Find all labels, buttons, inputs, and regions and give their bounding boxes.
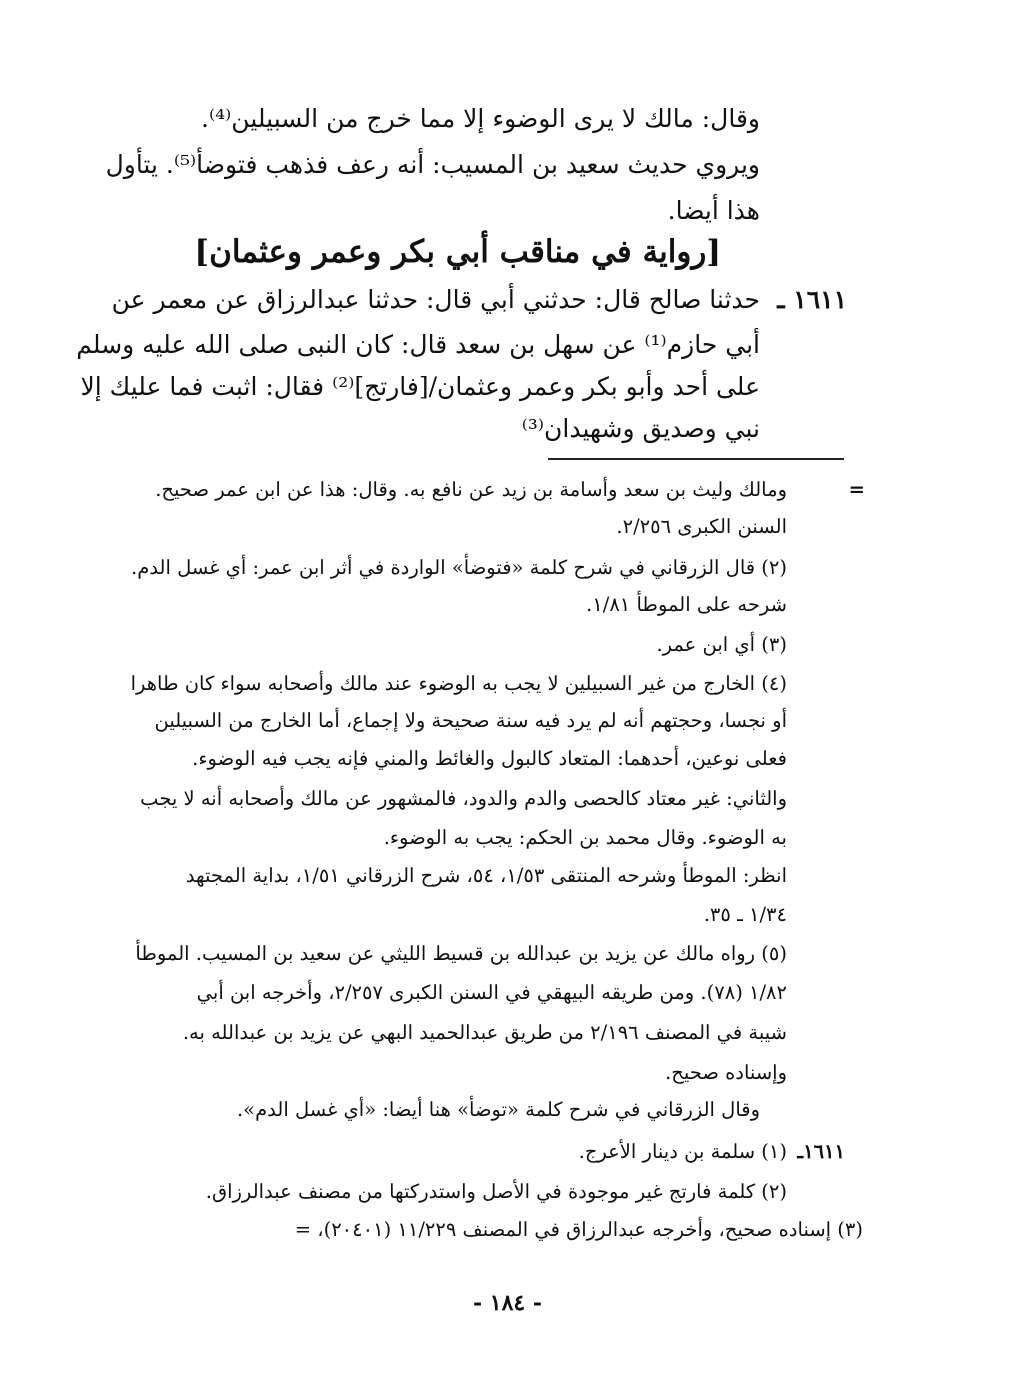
main-text-line: نبي وصديق وشهيدان⁽³⁾	[521, 414, 760, 443]
footnote-hadith-number: ١٦١١ـ	[797, 1140, 845, 1163]
footnote-line: (١) سلمة بن دينار الأعرج.	[578, 1140, 787, 1163]
footnote-line: ١/٣٤ ـ ٣٥.	[703, 903, 787, 926]
footnote-line: (٥) رواه مالك عن يزيد بن عبدالله بن قسيط الليثي عن سعيد بن المسيب. الموطأ	[135, 942, 787, 965]
footnote-line: وإسناده صحيح.	[665, 1061, 787, 1084]
main-text-line: ويروي حديث سعيد بن المسيب: أنه رعف فذهب فتوضأ⁽⁵⁾. يتأول	[105, 150, 760, 179]
footnote-line: ١/٨٢ (٧٨). ومن طريقه البيهقي في السنن الكبرى ٢/٢٥٧، وأخرجه ابن أبي	[196, 981, 787, 1004]
footnote-line: السنن الكبرى ٢/٢٥٦.	[616, 515, 787, 538]
footnote-line: شيبة في المصنف ٢/١٩٦ من طريق عبدالحميد البهي عن يزيد بن عبدالله به.	[182, 1021, 787, 1044]
footnote-line: (٤) الخارج من غير السبيلين لا يجب به الوضوء عند مالك وأصحابه سواء كان طاهرا	[130, 672, 787, 695]
continuation-marker: =	[848, 478, 865, 501]
footnote-line: (٢) قال الزرقاني في شرح كلمة «فتوضأ» الواردة في أثر ابن عمر: أي غسل الدم.	[131, 556, 787, 579]
footnote-line: شرحه على الموطأ ١/٨١.	[586, 593, 787, 616]
hadith-number: ١٦١١ ـ	[777, 285, 847, 314]
footnote-line: فعلى نوعين، أحدهما: المتعاد كالبول والغائط والمني فإنه يجب فيه الوضوء.	[192, 747, 787, 770]
main-text-line: حدثنا صالح قال: حدثني أبي قال: حدثنا عبدالرزاق عن معمر عن	[111, 285, 760, 314]
footnote-line: والثاني: غير معتاد كالحصى والدم والدود، فالمشهور عن مالك وأصحابه أنه لا يجب	[140, 787, 787, 810]
footnote-line: أو نجسا، وحجتهم أنه لم يرد فيه سنة صحيحة ولا إجماع، أما الخارج من السبيلين	[154, 709, 787, 732]
footnote-line: (٣) إسناده صحيح، وأخرجه عبدالرزاق في المصنف ١١/٢٢٩ (٢٠٤٠١)، =	[294, 1218, 863, 1241]
page-number: - ١٨٤ -	[472, 1290, 543, 1316]
footnote-line: انظر: الموطأ وشرحه المنتقى ١/٥٣، ٥٤، شرح الزرقاني ١/٥١، بداية المجتهد	[185, 864, 787, 887]
footnote-line: ومالك وليث بن سعد وأسامة بن زيد عن نافع به. وقال: هذا عن ابن عمر صحيح.	[155, 478, 787, 501]
footnote-line: (٢) كلمة فارتج غير موجودة في الأصل واستدركتها من مصنف عبدالرزاق.	[205, 1180, 787, 1203]
main-text-line: على أحد وأبو بكر وعمر وعثمان/[فارتج]⁽²⁾ فقال: اثبت فما عليك إلا	[80, 372, 760, 401]
footnote-divider	[548, 458, 844, 460]
footnote-line: به الوضوء. وقال محمد بن الحكم: يجب به الوضوء.	[383, 826, 787, 849]
footnote-line: (٣) أي ابن عمر.	[656, 633, 787, 656]
main-text-line: هذا أيضا.	[667, 196, 760, 225]
main-text-line: وقال: مالك لا يرى الوضوء إلا مما خرج من السبيلين⁽⁴⁾.	[201, 104, 760, 133]
footnote-line: وقال الزرقاني في شرح كلمة «توضأ» هنا أيضا: «أي غسل الدم».	[236, 1098, 760, 1121]
section-heading: [رواية في مناقب أبي بكر وعمر وعثمان]	[194, 234, 721, 270]
main-text-line: أبي حازم⁽¹⁾ عن سهل بن سعد قال: كان النبى صلى الله عليه وسلم	[76, 330, 760, 359]
